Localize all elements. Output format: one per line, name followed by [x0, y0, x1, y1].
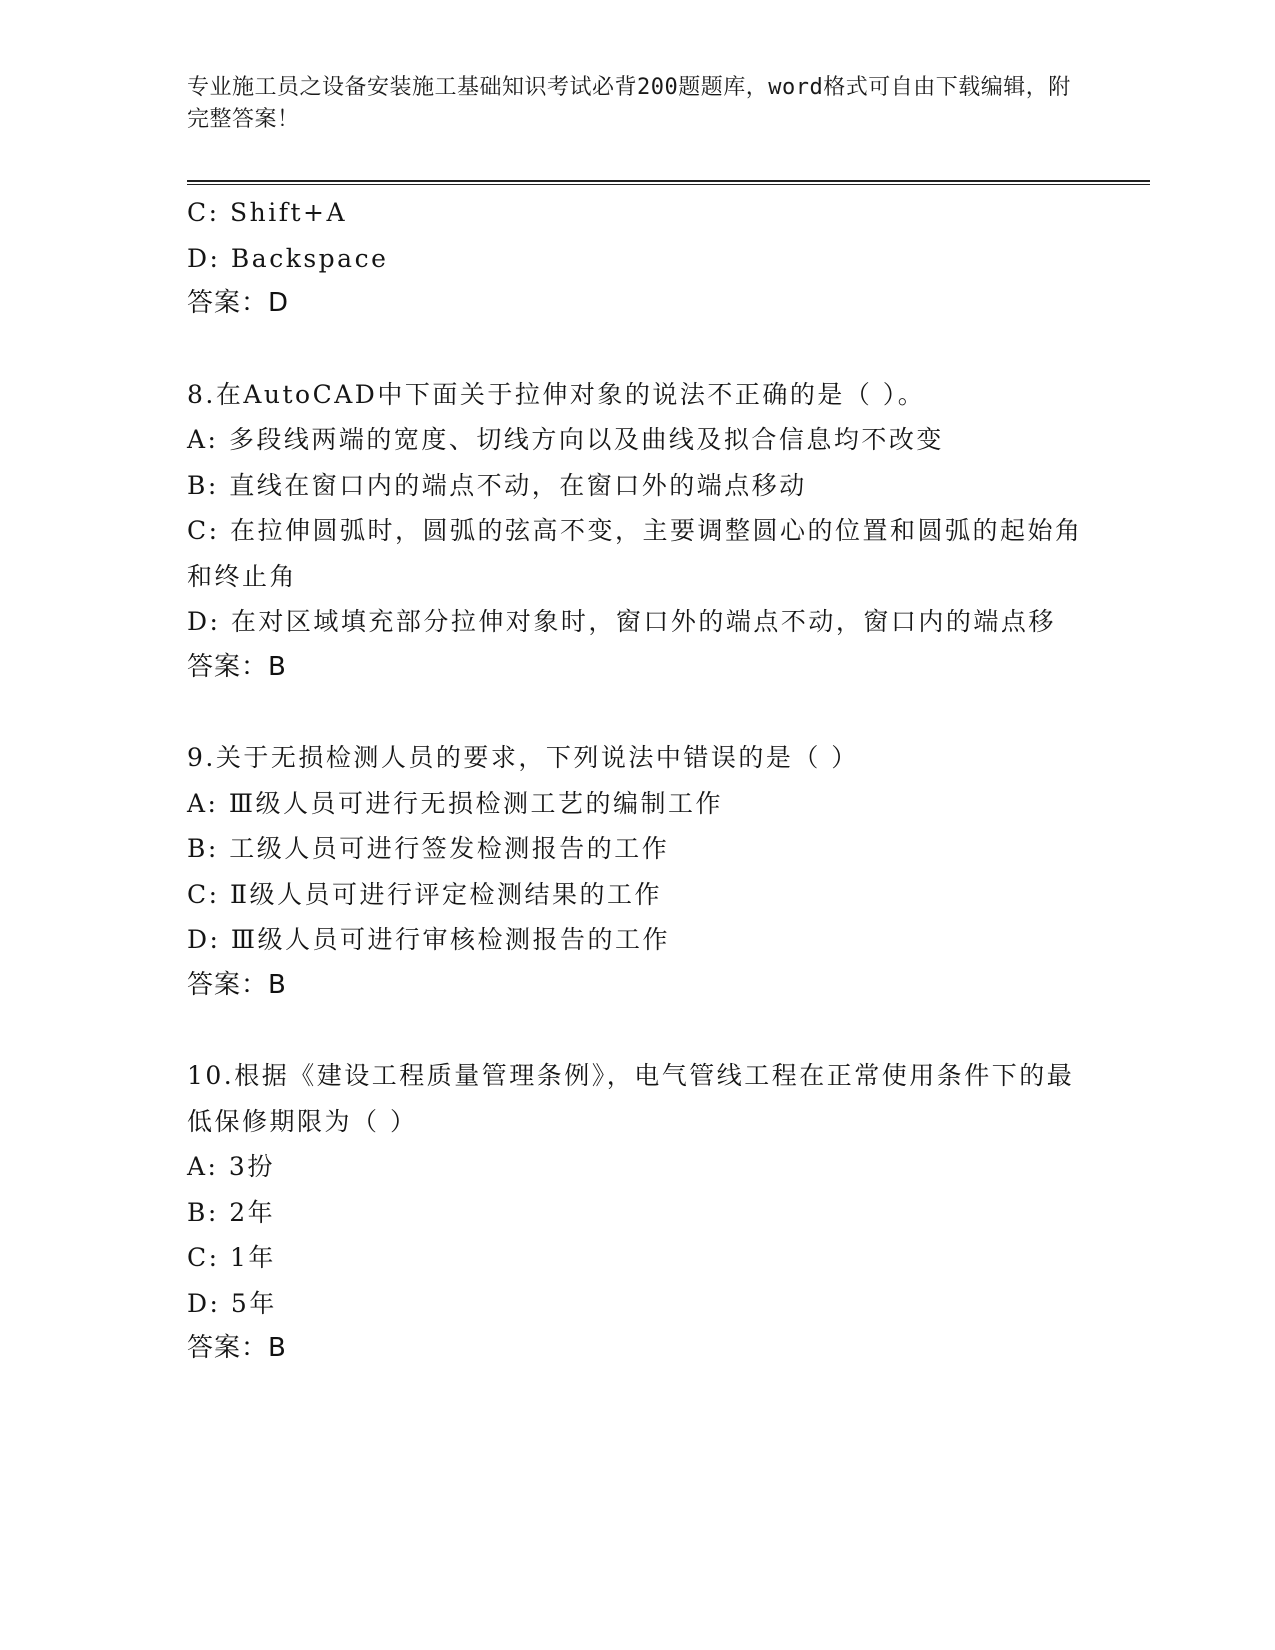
- document-header: 专业施工员之设备安装施工基础知识考试必背200题题库，word格式可自由下载编辑，附完整答案！: [187, 75, 1071, 132]
- question-list: [187, 190, 1087, 1372]
- option-c: C: Ⅱ级人员可进行评定检测结果的工作: [187, 879, 662, 909]
- option-d: D: 在对区域填充部分拉伸对象时，窗口外的端点不动，窗口内的端点移: [187, 607, 1056, 636]
- header-divider: [187, 180, 1150, 185]
- carryover-question: [187, 190, 1087, 327]
- option-b: B: 直线在窗口内的端点不动，在窗口外的端点移动: [187, 470, 807, 500]
- option-d: D: Backspace: [187, 243, 389, 273]
- option-a: A: 3扮: [187, 1152, 275, 1181]
- answer-line: 答案：B: [187, 651, 287, 682]
- question-8: [187, 372, 1087, 691]
- option-d: D: 5年: [187, 1288, 277, 1318]
- option-b: B: 工级人员可进行签发检测报告的工作: [187, 834, 670, 863]
- option-c: C: Shift+A: [187, 198, 348, 227]
- question-stem: 10.根据《建设工程质量管理条例》，电气管线工程在正常使用条件下的最低保修期限为（ ）: [187, 1061, 1075, 1136]
- question-stem: 8.在AutoCAD中下面关于拉伸对象的说法不正确的是（ ）。: [187, 379, 926, 409]
- answer-line: 答案：B: [187, 969, 287, 1000]
- option-b: B: 2年: [187, 1197, 276, 1227]
- answer-line: 答案：B: [187, 1333, 287, 1363]
- question-10: [187, 1053, 1087, 1372]
- option-a: A: 多段线两端的宽度、切线方向以及曲线及拟合信息均不改变: [187, 425, 944, 454]
- answer-line: 答案：D: [187, 288, 290, 318]
- option-a: A: Ⅲ级人员可进行无损检测工艺的编制工作: [187, 788, 724, 818]
- option-c: C: 1年: [187, 1243, 276, 1272]
- option-d: D: Ⅲ级人员可进行审核检测报告的工作: [187, 925, 671, 954]
- question-9: [187, 735, 1087, 1008]
- option-c: C: 在拉伸圆弧时，圆弧的弦高不变，主要调整圆心的位置和圆弧的起始角和终止角: [187, 516, 1083, 591]
- question-stem: 9.关于无损检测人员的要求，下列说法中错误的是（ ）: [187, 743, 859, 772]
